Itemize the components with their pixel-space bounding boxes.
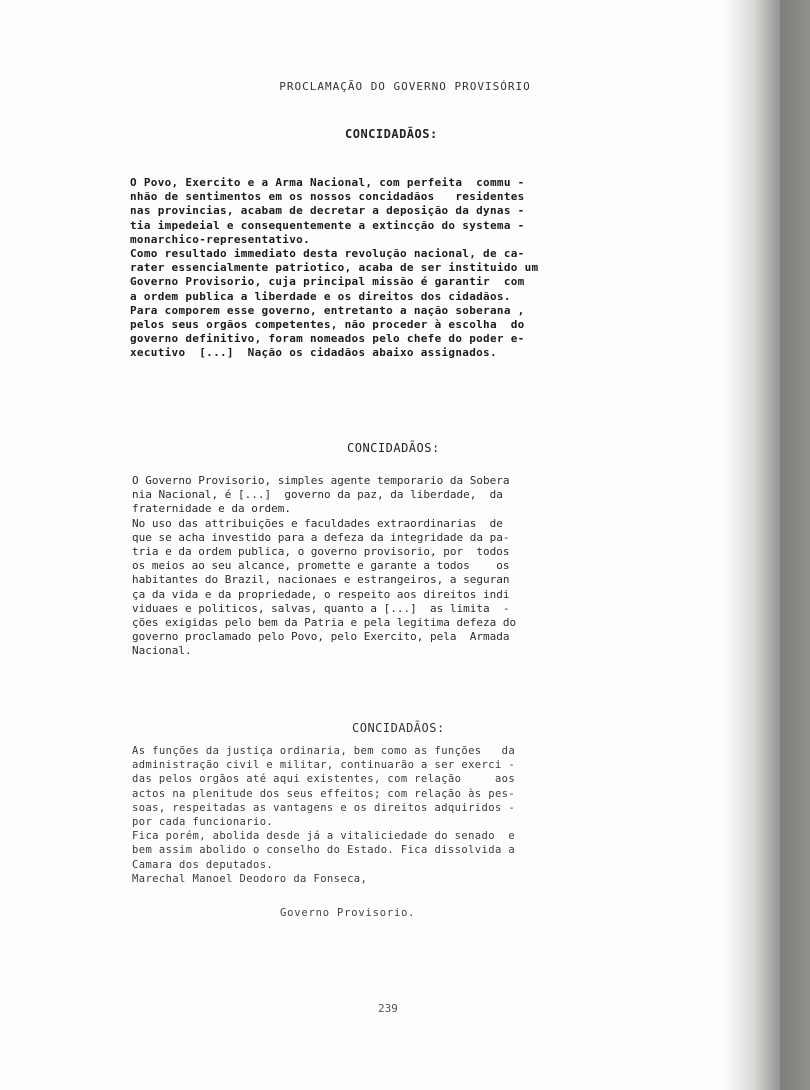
page-dark-border [780,0,810,1090]
section-1-heading: CONCIDADÃOS: [345,127,438,141]
page-number: 239 [378,1002,398,1015]
section-3-text: As funções da justiça ordinaria, bem como as funções da administração civil e militar, continuarão a ser exerci - das pelos orgãos até aqui existentes, com relação aos actos na plenitude dos seus effeitos; com relação às pes- soas, respeitadas as vantagens e os direitos adquiridos - por cada funcionario. Fica porém, abolida desde já a vitaliciedade do senado e bem assim abolido o conselho do Estado. Fica dissolvida a Camara dos deputados. Marechal Manoel Deodoro da Fonseca, [132,745,516,885]
section-2-heading: CONCIDADÃOS: [347,441,440,455]
section-2-text: O Governo Provisorio, simples agente temporario da Sobera nia Nacional, é [...] governo da paz, da liberdade, da fraternidade e da ordem. No uso das attribuições e faculdades extraordinarias de que se acha investido para a defeza da integridade da pa- tria e da ordem publica, o governo provisorio, por todos os meios ao seu alcance, promette e garante a todos os habitantes do Brazil, nacionaes e estrangeiros, a seguran ça da vida e da propriedade, o respeito aos direitos indi viduaes e politicos, salvas, quanto a [...] as limita - ções exigidas pelo bem da Patria e pela legitima defeza do governo proclamado pelo Povo, pelo Exercito, pela Armada Nacional. [132,474,517,658]
document-title: PROCLAMAÇÃO DO GOVERNO PROVISÓRIO [279,80,531,93]
section-3-heading: CONCIDADÃOS: [352,721,445,735]
section-1-text: O Povo, Exercito e a Arma Nacional, com perfeita commu - nhão de sentimentos em os nossos concidadãos residentes nas provincias, acabam de decretar a deposição da dynas - tia impedeial e consequentemente a extincção do systema - monarchico-representativo. Como resultado immediato desta revolução nacional, de ca- rater essencialmente patriotico, acaba de ser instituido um Governo Provisorio, cuja principal missão é garantir com a ordem publica a liberdade e os direitos dos cidadãos. Para comporem esse governo, entretanto a nação soberana , pelos seus orgãos competentes, não proceder à escolha do governo definitivo, foram nomeados pelo chefe do poder e- xecutivo [...] Nação os cidadãos abaixo assignados. [130,176,539,360]
signature: Governo Provisorio. [280,907,416,919]
